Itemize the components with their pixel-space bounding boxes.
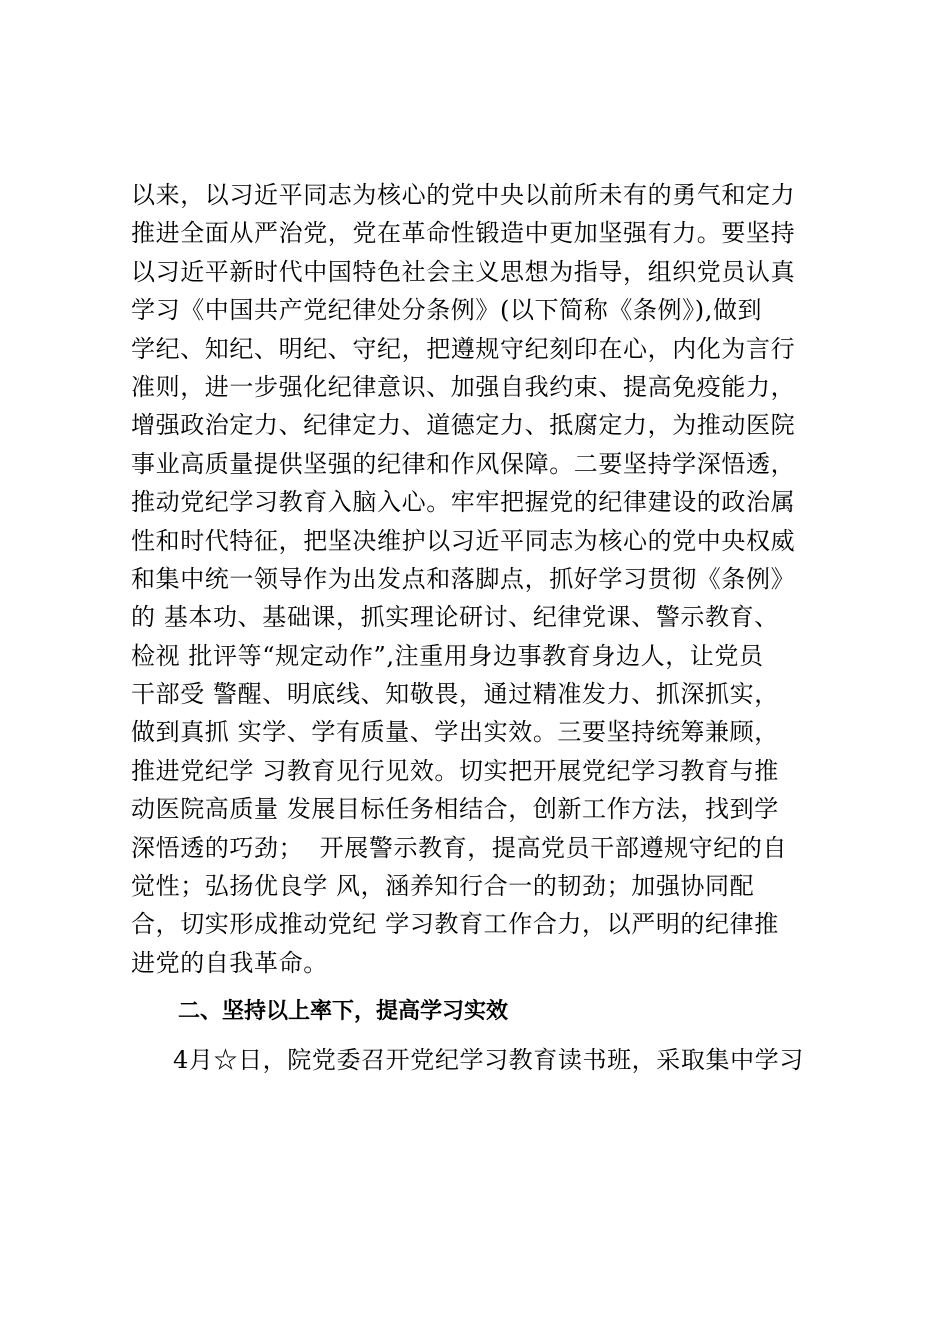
text-line: 的 基本功、基础课，抓实理论研讨、纪律党课、警示教育、 xyxy=(131,603,779,632)
text-line: 增强政治定力、纪律定力、道德定力、抵腐定力，为推动医院 xyxy=(131,411,796,440)
body-paragraph xyxy=(131,176,831,982)
text-line: 检视 批评等“规定动作”,注重用身边事教育身边人，让党员 xyxy=(131,641,764,670)
section-heading: 二、坚持以上率下，提高学习实效 xyxy=(178,999,509,1024)
text-line: 学习《中国共产党纪律处分条例》(以下简称《条例》),做到 xyxy=(131,296,763,325)
text-line: 事业高质量提供坚强的纪律和作风保障。二要坚持学深悟透， xyxy=(131,449,796,478)
text-line: 准则，进一步强化纪律意识、加强自我约束、提高免疫能力， xyxy=(131,372,796,401)
text-line: 推进党纪学 习教育见行见效。切实把开展党纪学习教育与推 xyxy=(131,756,779,785)
text-line: 干部受 警醒、明底线、知敬畏，通过精准发力、抓深抓实， xyxy=(131,680,779,709)
text-line: 和集中统一领导作为出发点和落脚点，抓好学习贯彻《条例》 xyxy=(131,564,796,593)
text-line: 合，切实形成推动党纪 学习教育工作合力，以严明的纪律推 xyxy=(131,910,779,939)
text-line: 推进全面从严治党，党在革命性锻造中更加坚强有力。要坚持 xyxy=(131,219,796,248)
text-line: 进党的自我革命。 xyxy=(131,948,328,977)
text-line: 以来，以习近平同志为核心的党中央以前所未有的勇气和定力 xyxy=(131,181,796,209)
text-line: 做到真抓 实学、学有质量、学出实效。三要坚持统筹兼顾， xyxy=(131,718,779,747)
text-line: 性和时代特征，把坚决维护以习近平同志为核心的党中央权威 xyxy=(131,526,796,555)
text-line: 推动党纪学习教育入脑入心。牢牢把握党的纪律建设的政治属 xyxy=(131,488,796,517)
text-line: 学纪、知纪、明纪、守纪，把遵规守纪刻印在心，内化为言行 xyxy=(131,334,796,363)
paragraph-start-line: 4月☆日，院党委召开党纪学习教育读书班，采取集中学习 xyxy=(173,1046,804,1074)
text-line: 深悟透的巧劲； 开展警示教育，提高党员干部遵规守纪的自 xyxy=(131,833,788,862)
text-line: 以习近平新时代中国特色社会主义思想为指导，组织党员认真 xyxy=(131,257,796,286)
text-line: 动医院高质量 发展目标任务相结合，创新工作方法，找到学 xyxy=(131,795,779,824)
text-line: 觉性；弘扬优良学 风，涵养知行合一的韧劲；加强协同配 xyxy=(131,872,755,901)
